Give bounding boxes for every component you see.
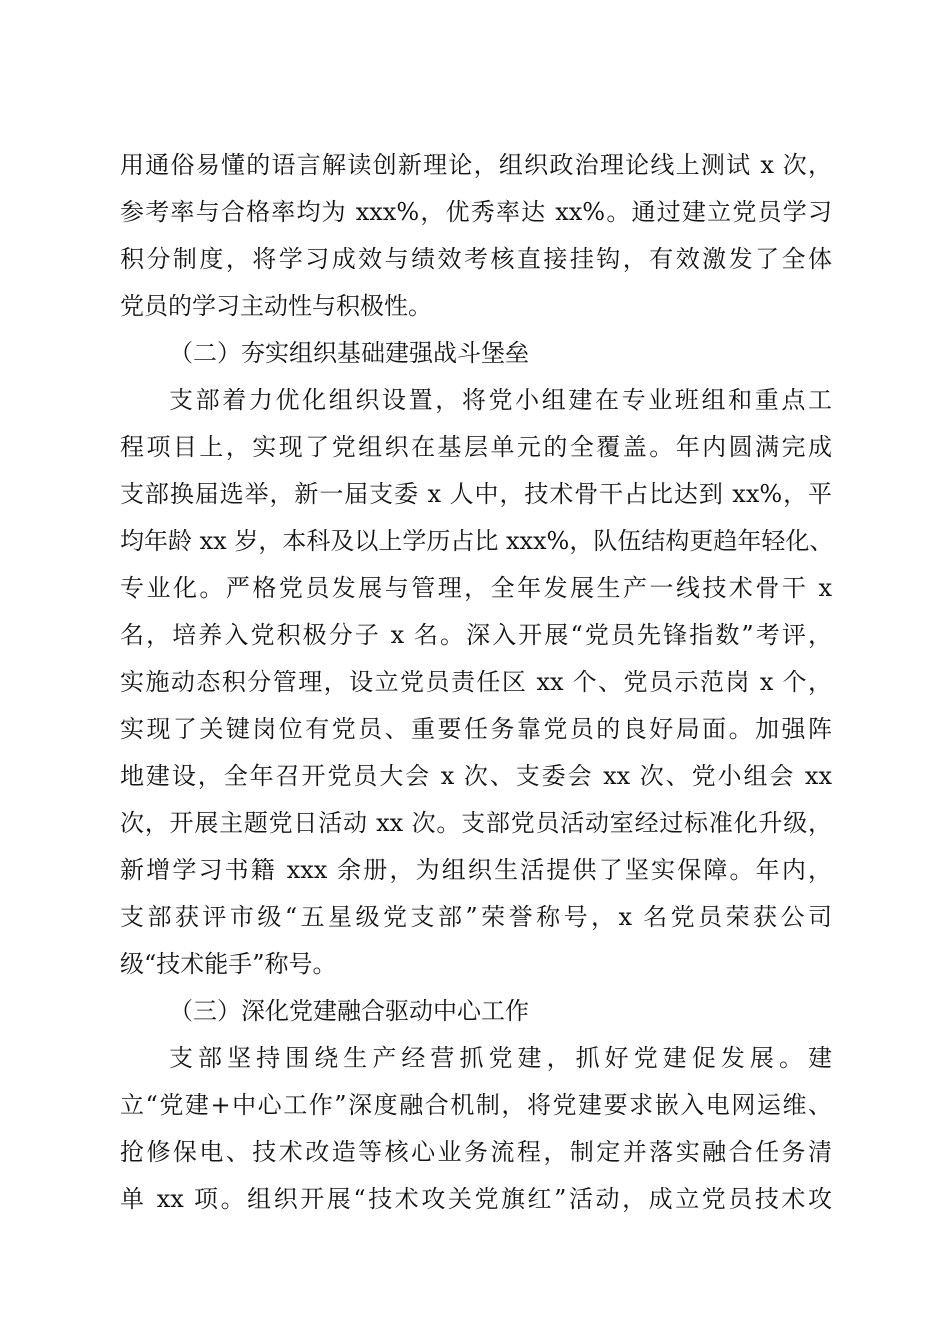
paragraph-line: 支部坚持围绕生产经营抓党建，抓好党建促发展。建 bbox=[169, 1044, 832, 1072]
paragraph-line: 次，开展主题党日活动 xx 次。支部党员活动室经过标准化升级， bbox=[120, 809, 832, 837]
paragraph-line: 参考率与合格率均为 xxx%，优秀率达 xx%。通过建立党员学习 bbox=[120, 198, 832, 226]
paragraph-line: 支部着力优化组织设置，将党小组建在专业班组和重点工 bbox=[169, 386, 832, 414]
paragraph-line: 地建设，全年召开党员大会 x 次、支委会 xx 次、党小组会 xx bbox=[120, 762, 832, 790]
paragraph-line: 单 xx 项。组织开展“技术攻关党旗红”活动，成立党员技术攻 bbox=[120, 1185, 832, 1213]
document-body bbox=[120, 142, 832, 1223]
paragraph-line: 支部获评市级“五星级党支部”荣誉称号，x 名党员荣获公司 bbox=[120, 903, 832, 931]
paragraph-line: 党员的学习主动性与积极性。 bbox=[120, 292, 432, 320]
paragraph-line: 支部换届选举，新一届支委 x 人中，技术骨干占比达到 xx%，平 bbox=[120, 480, 832, 508]
paragraph-line: 新增学习书籍 xxx 余册，为组织生活提供了坚实保障。年内， bbox=[120, 856, 832, 884]
paragraph-line: 立“党建+中心工作”深度融合机制，将党建要求嵌入电网运维、 bbox=[120, 1091, 832, 1119]
paragraph-line: 程项目上，实现了党组织在基层单元的全覆盖。年内圆满完成 bbox=[120, 433, 832, 461]
paragraph-line: 名，培养入党积极分子 x 名。深入开展“党员先锋指数”考评， bbox=[120, 621, 832, 649]
paragraph-line: 积分制度，将学习成效与绩效考核直接挂钩，有效激发了全体 bbox=[120, 245, 832, 273]
paragraph-line: 用通俗易懂的语言解读创新理论，组织政治理论线上测试 x 次， bbox=[120, 151, 832, 179]
paragraph-line: 实现了关键岗位有党员、重要任务靠党员的良好局面。加强阵 bbox=[120, 715, 832, 743]
section-heading-3: （三）深化党建融合驱动中心工作 bbox=[169, 997, 529, 1025]
paragraph-line: 专业化。严格党员发展与管理，全年发展生产一线技术骨干 x bbox=[120, 574, 832, 602]
paragraph-line: 抢修保电、技术改造等核心业务流程，制定并落实融合任务清 bbox=[120, 1138, 832, 1166]
section-heading-2: （二）夯实组织基础建强战斗堡垒 bbox=[169, 339, 529, 367]
paragraph-line: 实施动态积分管理，设立党员责任区 xx 个、党员示范岗 x 个， bbox=[120, 668, 832, 696]
paragraph-line: 均年龄 xx 岁，本科及以上学历占比 xxx%，队伍结构更趋年轻化、 bbox=[120, 527, 834, 555]
paragraph-line: 级“技术能手”称号。 bbox=[120, 950, 337, 978]
